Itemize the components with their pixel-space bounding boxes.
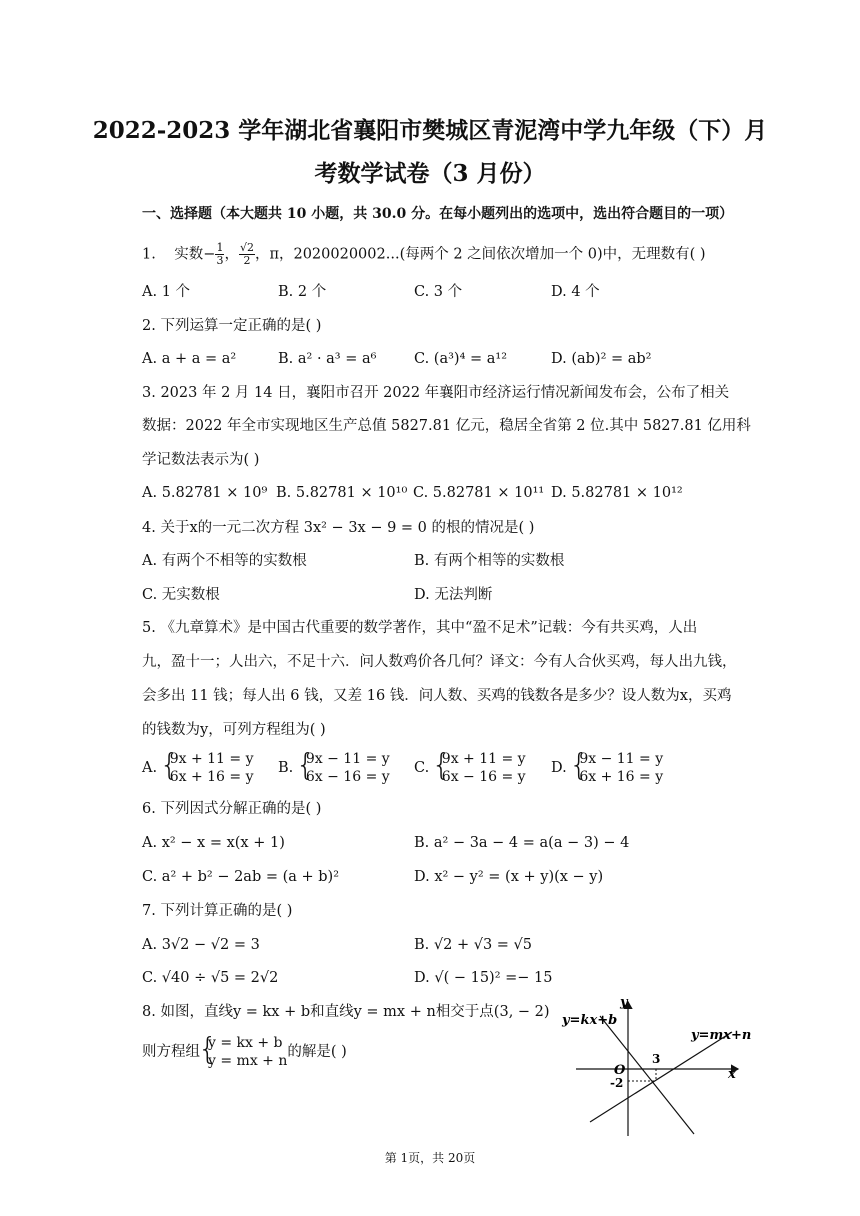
equation: y = mx + n <box>208 1053 288 1069</box>
fraction-sqrt2-over-2: $\frac{√2}{2}$ <box>239 241 254 267</box>
option-label: A. <box>142 760 158 776</box>
equation: 9x − 11 = y <box>579 751 664 767</box>
q1-option-a: A. 1 个 <box>142 284 191 300</box>
question-6: 6. 下列因式分解正确的是( ) <box>142 801 322 817</box>
tick-label-y: -2 <box>610 1076 624 1090</box>
question-7: 7. 下列计算正确的是( ) <box>142 903 293 919</box>
q8-text-pre: 则方程组 <box>142 1044 200 1060</box>
equation: 6x − 16 = y <box>441 769 526 785</box>
equation-system <box>571 750 663 786</box>
q5-option-d <box>551 750 663 786</box>
q3-option-d: D. 5.82781 × 10¹² <box>551 485 683 501</box>
q1-text-mid: ， <box>224 246 239 263</box>
q4-option-d: D. 无法判断 <box>414 587 493 603</box>
question-5-line3: 会多出 11 钱；每人出 6 钱，又差 16 钱．问人数、买鸡的钱数各是多少？设人数为x，买鸡 <box>142 688 732 704</box>
q7-option-a: A. 3√2 − √2 = 3 <box>142 937 260 953</box>
page-footer: 第 1页，共 20页 <box>384 1151 476 1165</box>
q3-option-a: A. 5.82781 × 10⁹ <box>142 485 268 501</box>
q1-option-b: B. 2 个 <box>278 284 327 300</box>
option-label: D. <box>551 760 567 776</box>
equation: y = kx + b <box>208 1035 283 1051</box>
q3-option-c: C. 5.82781 × 10¹¹ <box>413 485 545 501</box>
page-title-line1: 2022-2023 学年湖北省襄阳市樊城区青泥湾中学九年级（下）月 <box>92 117 768 144</box>
equation-system <box>162 750 254 786</box>
option-label: B. <box>278 760 294 776</box>
equation: 6x + 16 = y <box>579 769 664 785</box>
equation: 9x − 11 = y <box>305 751 390 767</box>
equation-system <box>200 1034 287 1070</box>
q4-option-a: A. 有两个不相等的实数根 <box>142 553 307 569</box>
q6-option-a: A. x² − x = x(x + 1) <box>142 835 285 851</box>
q2-option-c: C. (a³)⁴ = a¹² <box>414 351 508 367</box>
q4-option-b: B. 有两个相等的实数根 <box>414 553 565 569</box>
q7-option-d: D. √( − 15)² =− 15 <box>414 970 553 986</box>
question-1 <box>142 242 706 267</box>
q1-text-pre: 实数− <box>174 246 216 263</box>
equation-system <box>298 750 390 786</box>
section-heading: 一、选择题（本大题共 10 小题，共 30.0 分。在每小题列出的选项中，选出符合题目的一项） <box>142 206 734 222</box>
page-title-line2: 考数学试卷（3 月份） <box>314 160 546 187</box>
q6-option-d: D. x² − y² = (x + y)(x − y) <box>414 869 604 885</box>
question-3-line2: 数据：2022 年全市实现地区生产总值 5827.81 亿元，稳居全省第 2 位.其中 5827.81 亿用科 <box>142 418 751 434</box>
question-3-line1: 3. 2023 年 2 月 14 日，襄阳市召开 2022 年襄阳市经济运行情况新闻发布会，公布了相关 <box>142 385 730 401</box>
question-number: 1. <box>142 246 156 263</box>
graph-label-kx-b: y=kx+b <box>562 1013 618 1028</box>
question-8-line2 <box>142 1034 347 1070</box>
equation: 6x + 16 = y <box>169 769 254 785</box>
graph-label-mx-n: y=mx+n <box>691 1028 752 1043</box>
q5-option-a <box>142 750 254 786</box>
q4-option-c: C. 无实数根 <box>142 587 220 603</box>
q1-text-post: ，π，2020020002...(每两个 2 之间依次增加一个 0)中，无理数有( ) <box>254 246 706 263</box>
equation: 9x + 11 = y <box>169 751 254 767</box>
q8-graph <box>556 992 756 1142</box>
q7-option-b: B. √2 + √3 = √5 <box>414 937 533 953</box>
question-4: 4. 关于x的一元二次方程 3x² − 3x − 9 = 0 的根的情况是( ) <box>142 520 535 536</box>
question-2: 2. 下列运算一定正确的是( ) <box>142 318 322 334</box>
question-3-line3: 学记数法表示为( ) <box>142 452 260 468</box>
q6-option-c: C. a² + b² − 2ab = (a + b)² <box>142 869 340 885</box>
y-axis-label: y <box>620 995 628 1010</box>
q2-option-b: B. a² · a³ = a⁶ <box>278 351 377 367</box>
q1-option-c: C. 3 个 <box>414 284 463 300</box>
question-5-line4: 的钱数为y，可列方程组为( ) <box>142 722 326 738</box>
option-label: C. <box>414 760 430 776</box>
q5-option-c <box>414 750 526 786</box>
q1-option-d: D. 4 个 <box>551 284 600 300</box>
q7-option-c: C. √40 ÷ √5 = 2√2 <box>142 970 279 986</box>
origin-label: O <box>614 1063 626 1078</box>
q2-option-a: A. a + a = a² <box>142 351 237 367</box>
question-5-line1: 5. 《九章算术》是中国古代重要的数学著作，其中“盈不足术”记载：今有共买鸡，人出 <box>142 620 698 636</box>
equation: 6x − 16 = y <box>305 769 390 785</box>
fraction-one-third: $\frac{1}{3}$ <box>216 241 224 267</box>
x-axis-label: x <box>728 1067 736 1082</box>
question-8-line1: 8. 如图，直线y = kx + b和直线y = mx + n相交于点(3, − 2) <box>142 1004 550 1020</box>
equation-system <box>434 750 526 786</box>
q2-option-d: D. (ab)² = ab² <box>551 351 652 367</box>
tick-label-x: 3 <box>652 1052 661 1066</box>
q6-option-b: B. a² − 3a − 4 = a(a − 3) − 4 <box>414 835 630 851</box>
q3-option-b: B. 5.82781 × 10¹⁰ <box>276 485 408 501</box>
q5-option-b <box>278 750 390 786</box>
question-5-line2: 九，盈十一；人出六，不足十六．问人数鸡价各几何？译文：今有人合伙买鸡，每人出九钱， <box>142 654 737 670</box>
equation: 9x + 11 = y <box>441 751 526 767</box>
q8-text-post: 的解是( ) <box>287 1044 347 1060</box>
